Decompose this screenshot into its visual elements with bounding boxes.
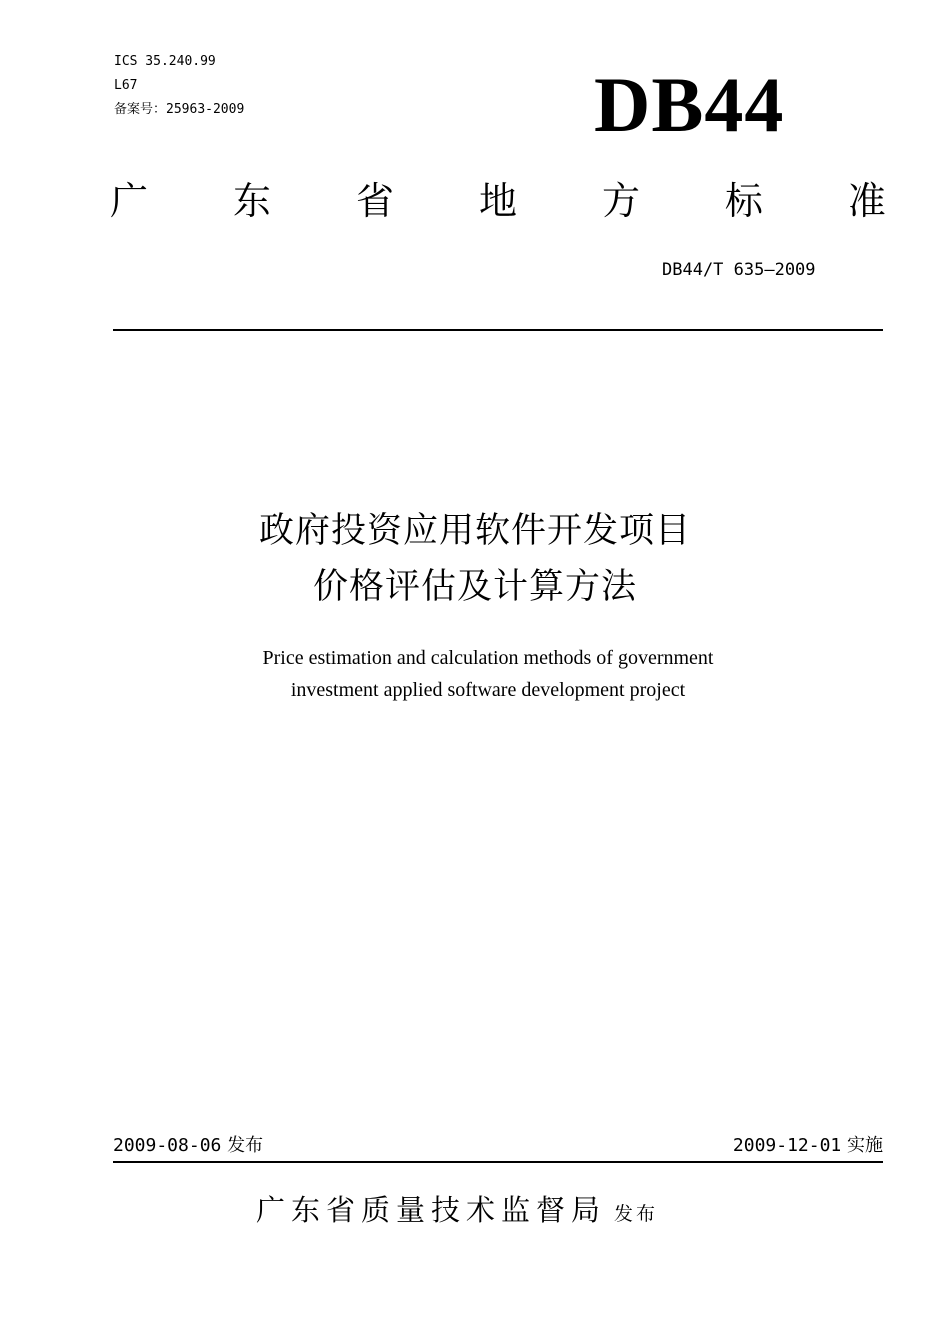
- ics-code: ICS 35.240.99: [114, 54, 216, 69]
- record-value: 25963-2009: [166, 102, 245, 117]
- date-row: [113, 1131, 883, 1161]
- standard-type-char: 方: [601, 179, 640, 223]
- bottom-divider: [113, 1161, 883, 1163]
- standard-type-char: 标: [724, 179, 763, 223]
- standard-type-heading: [110, 176, 886, 226]
- standard-type-char: 东: [232, 179, 271, 223]
- chinese-title-line-1: 政府投资应用软件开发项目: [258, 511, 691, 551]
- standard-number: DB44/T 635—2009: [662, 260, 816, 280]
- implement-label: 实施: [847, 1135, 883, 1156]
- english-title-line-1: Price estimation and calculation methods of government: [262, 647, 714, 669]
- top-divider: [113, 329, 883, 331]
- ccs-code: L67: [114, 78, 138, 93]
- standard-type-char: 省: [355, 179, 394, 223]
- record-label: 备案号：: [114, 102, 167, 117]
- implement-date: 2009-12-01: [732, 1135, 842, 1156]
- english-title: [0, 642, 950, 706]
- issue-label: 发布: [227, 1135, 264, 1156]
- english-title-line-2: investment applied software development project: [290, 679, 686, 701]
- issuer-name: 广东省质量技术监督局: [256, 1193, 607, 1227]
- issue-date: 2009-08-06: [113, 1135, 222, 1156]
- classification-block: [114, 50, 244, 122]
- standard-type-char: 广: [110, 179, 149, 223]
- implement-date-block: [733, 1131, 883, 1161]
- issue-date-block: [113, 1131, 263, 1161]
- standard-type-char: 准: [847, 179, 886, 223]
- db-code-logo: DB44: [594, 61, 785, 148]
- chinese-title-line-2: 价格评估及计算方法: [312, 567, 637, 607]
- issuer-suffix: 发布: [614, 1203, 659, 1225]
- record-number: [114, 98, 244, 122]
- issuing-authority: [256, 1188, 658, 1232]
- standard-type-char: 地: [478, 179, 517, 223]
- chinese-title: [0, 503, 950, 615]
